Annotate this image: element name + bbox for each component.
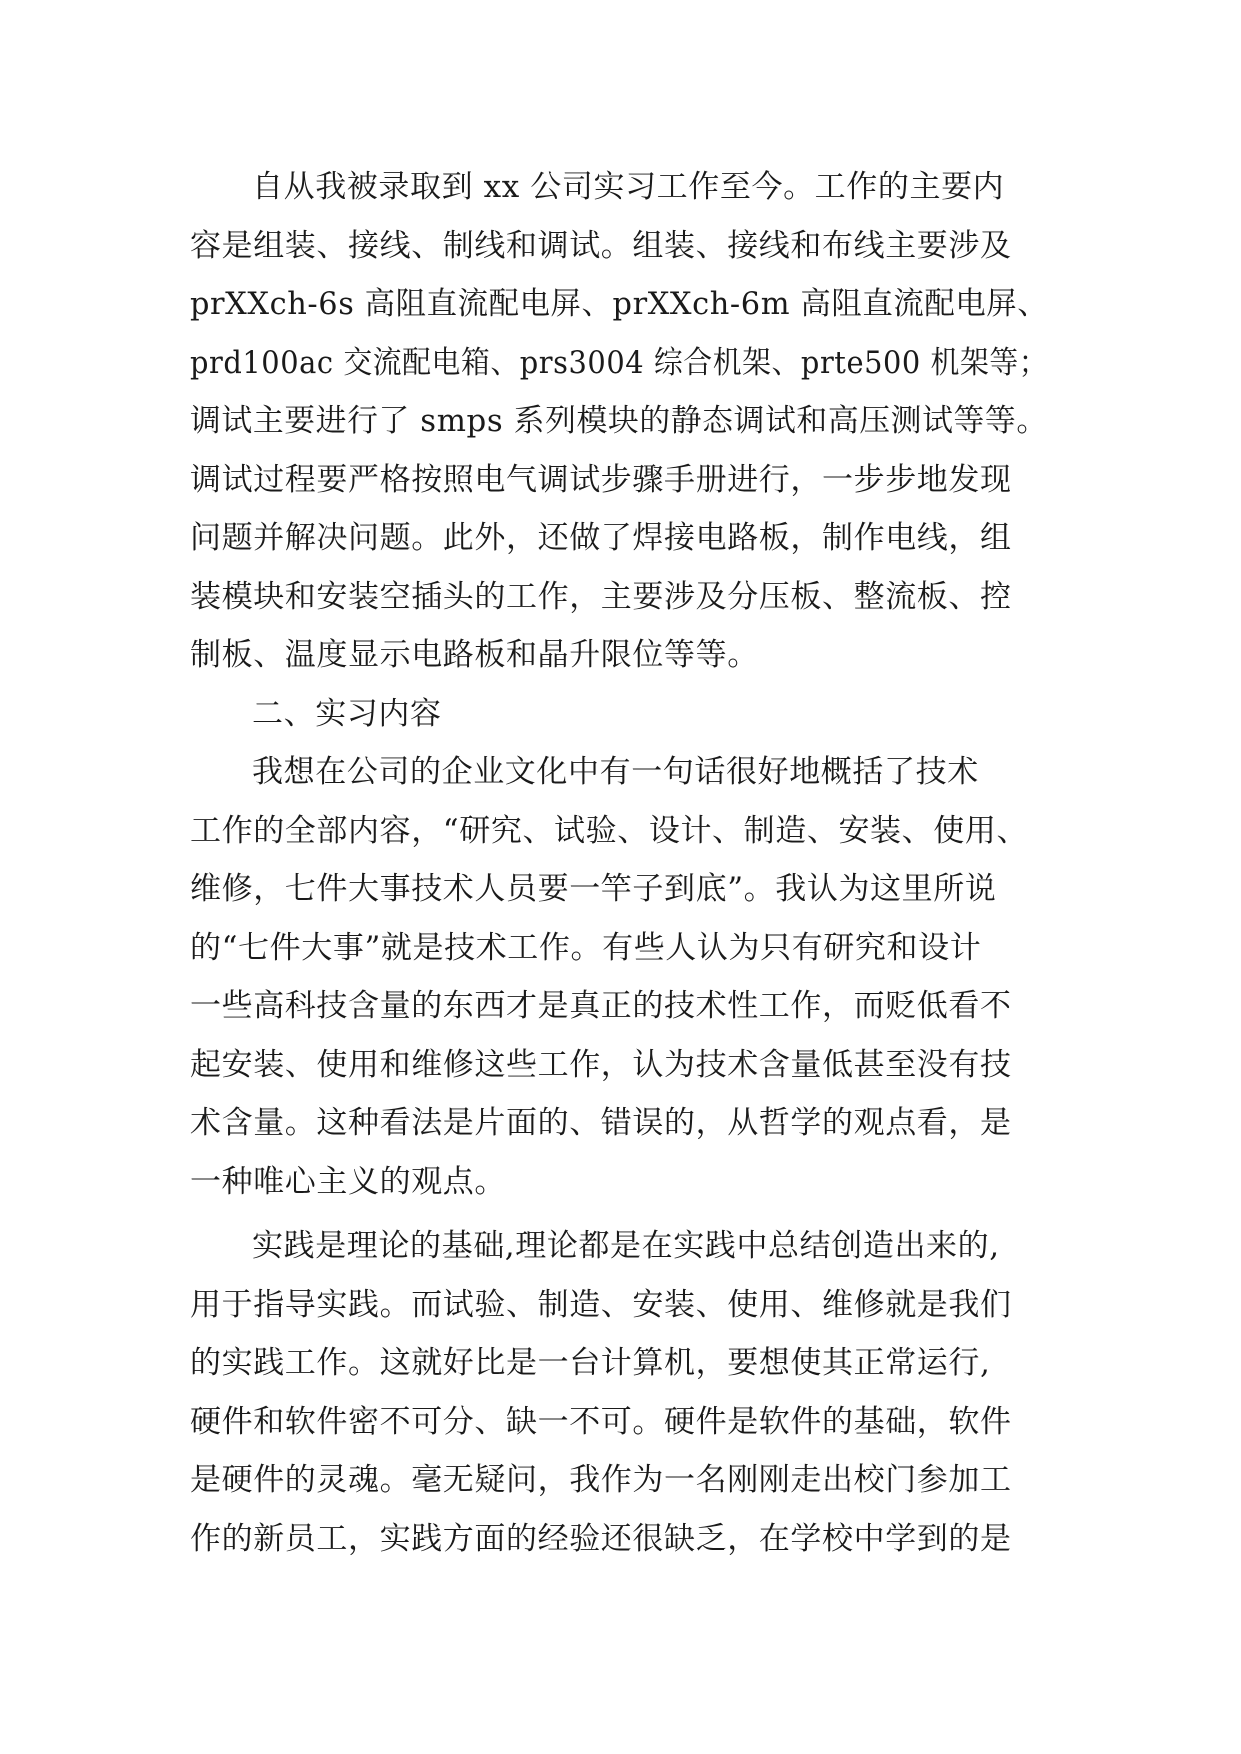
text-line: prd100ac 交流配电箱、prs3004 综合机架、prte500 机架等； bbox=[190, 344, 1049, 381]
text-line: 一种唯心主义的观点。 bbox=[190, 1163, 506, 1200]
section-heading bbox=[190, 685, 1048, 744]
text-line: 工作的全部内容，“研究、试验、设计、制造、安装、使用、 bbox=[190, 812, 1029, 849]
text-line: 自从我被录取到 xx 公司实习工作至今。工作的主要内 bbox=[252, 169, 1005, 205]
heading-text: 二、实习内容 bbox=[252, 695, 442, 732]
text-line: 一些高科技含量的东西才是真正的技术性工作，而贬低看不 bbox=[190, 988, 1012, 1024]
text-line: 的实践工作。这就好比是一台计算机，要想使其正常运行, bbox=[190, 1345, 991, 1381]
text-line: 实践是理论的基础,理论都是在实践中总结创造出来的, bbox=[252, 1228, 1000, 1264]
text-line: 是硬件的灵魂。毫无疑问，我作为一名刚刚走出校门参加工 bbox=[190, 1462, 1012, 1498]
text-line: 调试过程要严格按照电气调试步骤手册进行，一步步地发现 bbox=[190, 461, 1012, 498]
text-line: 容是组装、接线、制线和调试。组装、接线和布线主要涉及 bbox=[190, 227, 1012, 264]
document-body bbox=[190, 158, 1048, 1568]
text-line: 术含量。这种看法是片面的、错误的，从哲学的观点看，是 bbox=[190, 1105, 1012, 1141]
text-line: prXXch-6s 高阻直流配电屏、prXXch-6m 高阻直流配电屏、 bbox=[190, 286, 1049, 322]
text-line: 的“七件大事”就是技术工作。有些人认为只有研究和设计 bbox=[190, 929, 982, 966]
text-line: 制板、温度显示电路板和晶升限位等等。 bbox=[190, 637, 759, 673]
text-line: 调试主要进行了 smps 系列模块的静态调试和高压测试等等。 bbox=[190, 403, 1048, 439]
text-line: 装模块和安装空插头的工作，主要涉及分压板、整流板、控 bbox=[190, 578, 1012, 615]
text-line: 维修，七件大事技术人员要一竿子到底”。我认为这里所说 bbox=[190, 871, 997, 907]
paragraph-company-culture bbox=[190, 743, 1048, 1211]
text-line: 问题并解决问题。此外，还做了焊接电路板，制作电线，组 bbox=[190, 520, 1012, 556]
text-line: 起安装、使用和维修这些工作，认为技术含量低甚至没有技 bbox=[190, 1046, 1012, 1083]
text-line: 用于指导实践。而试验、制造、安装、使用、维修就是我们 bbox=[190, 1286, 1012, 1323]
text-line: 作的新员工，实践方面的经验还很缺乏，在学校中学到的是 bbox=[190, 1520, 1012, 1557]
text-line: 硬件和软件密不可分、缺一不可。硬件是软件的基础，软件 bbox=[190, 1403, 1012, 1440]
paragraph-practice-theory bbox=[190, 1217, 1048, 1568]
text-line: 我想在公司的企业文化中有一句话很好地概括了技术 bbox=[252, 754, 979, 790]
paragraph-work-summary bbox=[190, 158, 1048, 685]
